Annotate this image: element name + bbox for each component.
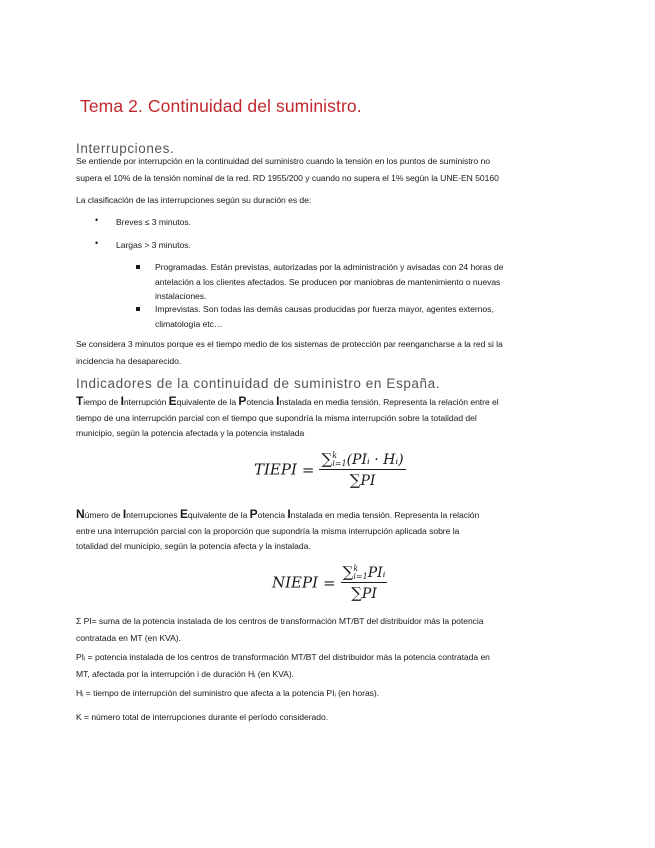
definition-sum-pi: Σ PI= suma de la potencia instalada de los centros de transformación MT/BT del distribuidor más la potencia contratada en MT (en KVA).: [76, 616, 484, 643]
niepi-line-1: Número de Interrupciones Equivalente de la Potencia Instalada en media tensión. Representa la relación: [76, 507, 480, 521]
tiepi-formula: TIEPI = ∑ k i=1 (PIᵢ · Hᵢ) ∑PI: [254, 450, 404, 489]
bullet-icon: •: [95, 215, 99, 225]
bullet-icon: •: [95, 238, 99, 248]
niepi-formula: NIEPI = ∑ k i=1 PIᵢ ∑PI: [272, 563, 386, 602]
definition-k: K = número total de interrupciones durante el período considerado.: [76, 712, 329, 722]
section-heading-interrupciones: Interrupciones.: [76, 141, 175, 156]
bullet-breves: Breves ≤ 3 minutos.: [116, 217, 191, 227]
intro-line-1: Se entiende por interrupción en la continuidad del suministro cuando la tensión en los puntos de suministro no: [76, 156, 490, 166]
square-bullet-icon: [136, 307, 140, 311]
intro-line-2: supera el 10% de la tensión nominal de la red. RD 1955/200 y cuando no supera el 1% según la UNE-EN 50160: [76, 172, 499, 183]
tiepi-paragraph: Tiempo de Interrupción Equivalente de la Potencia Instalada en media tensión. Representa la relación entre el tiempo de una interrupción parcial con el tiempo que supondría la misma interrupción sobre la totalidad del municipio, según la potencia afectada y la potencia instalada: [76, 394, 499, 438]
document-title: Tema 2. Continuidad del suministro.: [80, 96, 362, 116]
sub-bullet-programadas: Programadas. Están previstas, autorizadas por la administración y avisadas con 24 horas de antelación a los clientes afectados. Se producen por maniobras de mantenimiento o nuevas instalaciones.: [155, 262, 504, 301]
note-paragraph: Se considera 3 minutos porque es el tiempo medio de los sistemas de protección par reengancharse a la red si la incidencia ha desaparecido.: [76, 339, 503, 366]
definition-h-i: Hᵢ = tiempo de interrupción del suministro que afecta a la potencia PIᵢ (en horas).: [76, 688, 380, 698]
classification-text: La clasificación de las interrupciones según su duración es de:: [76, 195, 312, 205]
square-bullet-icon: [136, 265, 140, 269]
intro-paragraph: [76, 153, 499, 186]
tiepi-line-1: Tiempo de Interrupción Equivalente de la Potencia Instalada en media tensión. Representa la relación entre el: [76, 394, 499, 408]
sub-bullet-imprevistas: Imprevistas. Son todas las demás causas producidas por fuerza mayor, agentes externos, climatología etc…: [155, 304, 494, 329]
definition-pi-i: PIᵢ = potencia instalada de los centros de transformación MT/BT del distribuidor más la potencia contratada en MT, afectada por la interrupción i de duración Hᵢ (en KVA).: [76, 652, 490, 679]
niepi-paragraph: Número de Interrupciones Equivalente de la Potencia Instalada en media tensión. Representa la relación entre una interrupción parcial con la proporción que supondría la misma interrupción aplicada sobre la totalidad del municipio, según la potencia afecta y la instalada.: [76, 507, 480, 551]
bullet-largas: Largas > 3 minutos.: [116, 240, 191, 250]
section-heading-indicadores: Indicadores de la continuidad de suministro en España.: [76, 376, 441, 391]
